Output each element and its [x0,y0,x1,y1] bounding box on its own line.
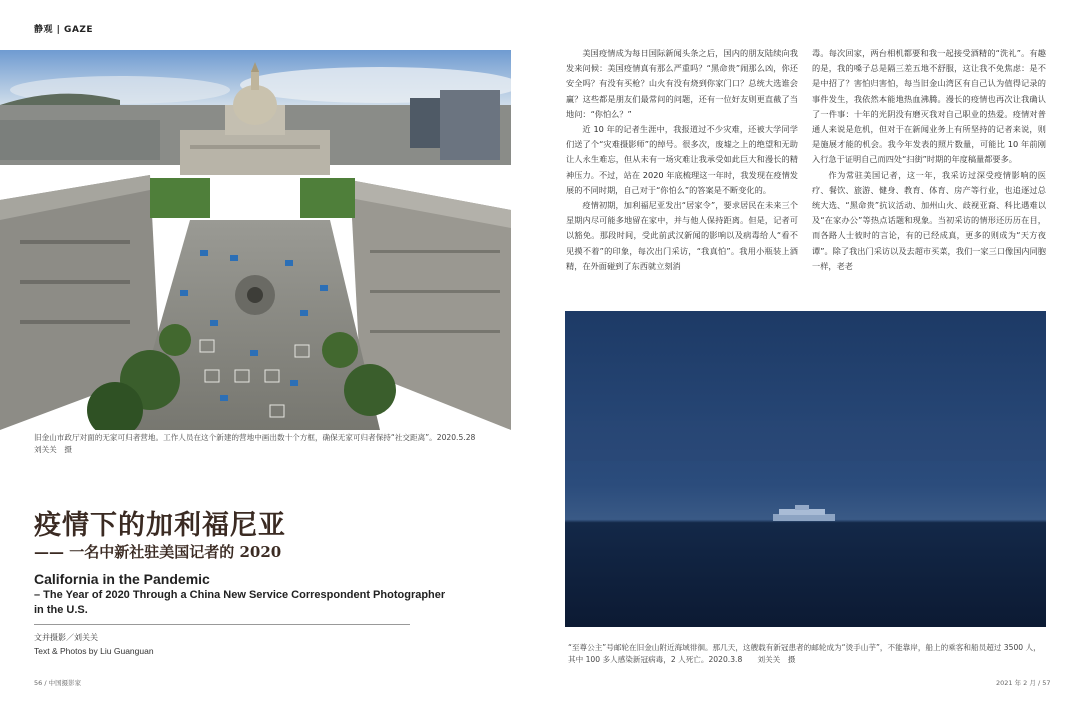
article-subtitle-en: – The Year of 2020 Through a China New Service Correspondent Photographer in the U.S. [34,589,446,616]
section-tag: 静观 | GAZE [34,25,94,35]
left-photo-caption-block [34,432,504,456]
right-photo-caption: “至尊公主”号邮轮在旧金山附近海域徘徊。那几天，这艘载有新冠患者的邮轮成为“烫手山芋”，不能靠岸，船上的乘客和船员超过 3500 人，其中 100 多人感染新冠病毒，2 人死亡。2020.3.8 刘关关 摄 [568,643,1041,664]
article-title-cn: 疫情下的加利福尼亚 [34,510,286,541]
page-folio-right: 2021 年 2 月 / 57 [996,679,1051,687]
author-credit-en: Text & Photos by Liu Guanguan [34,646,154,656]
article-subtitle-cn: —— 一名中新社驻美国记者的 2020 [34,543,282,561]
article-title-en: California in the Pandemic [34,571,210,587]
cruise-ship-photo [565,311,1046,627]
paragraph: 疫情初期，加利福尼亚发出“居家令”，要求居民在未来三个星期内尽可能多地留在家中，并与他人保持距离。但是，记者可以豁免。那段时间，受此前武汉新闻的影响以及病毒给人“看不见摸不着”的印象，每次出门采访，“我真怕”。我用小瓶装上酒精，在外面碰到了东西就立刻消 [566,200,798,271]
body-column-2 [812,46,1046,274]
city-hall-photo [0,50,511,430]
author-credit-cn: 文并摄影／刘关关 [34,633,98,642]
page-folio-left: 56 / 中国摄影家 [34,679,82,687]
paragraph: 毒。每次回家，两台相机都要和我一起接受酒精的“洗礼”。有趣的是，我的嗓子总是隔三差五地不舒服，这让我不免焦虑：是不是中招了？害怕归害怕，每当旧金山湾区有自己认为值得记录的事件发生，我依然本能地热血沸腾。漫长的疫情也再次让我确认了一件事：十年的光阴没有磨灭我对自己职业的热爱。疫情对普通人来说是危机，但对于在新闻业务上有所坚持的记者来说，则是施展才能的机会。我今年发表的照片数量，可能比 10 年前刚入行急于证明自己而四处“扫街”时期的年度稿量都要多。 [812,48,1046,165]
paragraph: 作为常驻美国记者，这一年，我采访过深受疫情影响的医疗、餐饮、旅游、健身、教育、体育、房产等行业，也追逐过总统大选、“黑命贵”抗议活动、加州山火、歧视亚裔、科比遇难以及“在家办公”等热点话题和现象。当初采访的情形还历历在目，而各路人士彼时的言论，有的已经成真，更多的则成为“天方夜谭”。除了我出门采访以及去超市买菜，我们一家三口像国内同胞一样，老老 [812,169,1046,271]
left-photo-credit: 刘关关 摄 [34,445,72,454]
body-column-1 [566,46,798,274]
paragraph: 近 10 年的记者生涯中，我报道过不少灾难，还被大学同学们送了个“灾难摄影师”的绰号。很多次，废墟之上的绝望和无助让人永生难忘，但从未有一场灾难让我承受如此巨大和漫长的精神压力。不过，站在 2020 年底梳理这一年时，我发现在疫情发展的不同时期，自己对于“你怕么”的答案是不断变化的。 [566,124,798,195]
left-photo-caption: 旧金山市政厅对面的无家可归者营地。工作人员在这个新建的营地中画出数十个方框，确保无家可归者保持“社交距离”。2020.5.28 [34,433,476,442]
title-divider [34,624,410,625]
paragraph: 美国疫情成为每日国际新闻头条之后，国内的朋友陆续向我发来问候：美国疫情真有那么严重吗？“黑命贵”闹那么凶，你还安全吗？有没有买枪？山火有没有烧到你家门口？总统大选谁会赢？这些都是朋友们最常问的问题，还有一位好友则更直截了当地问：“你怕么？” [566,48,798,119]
